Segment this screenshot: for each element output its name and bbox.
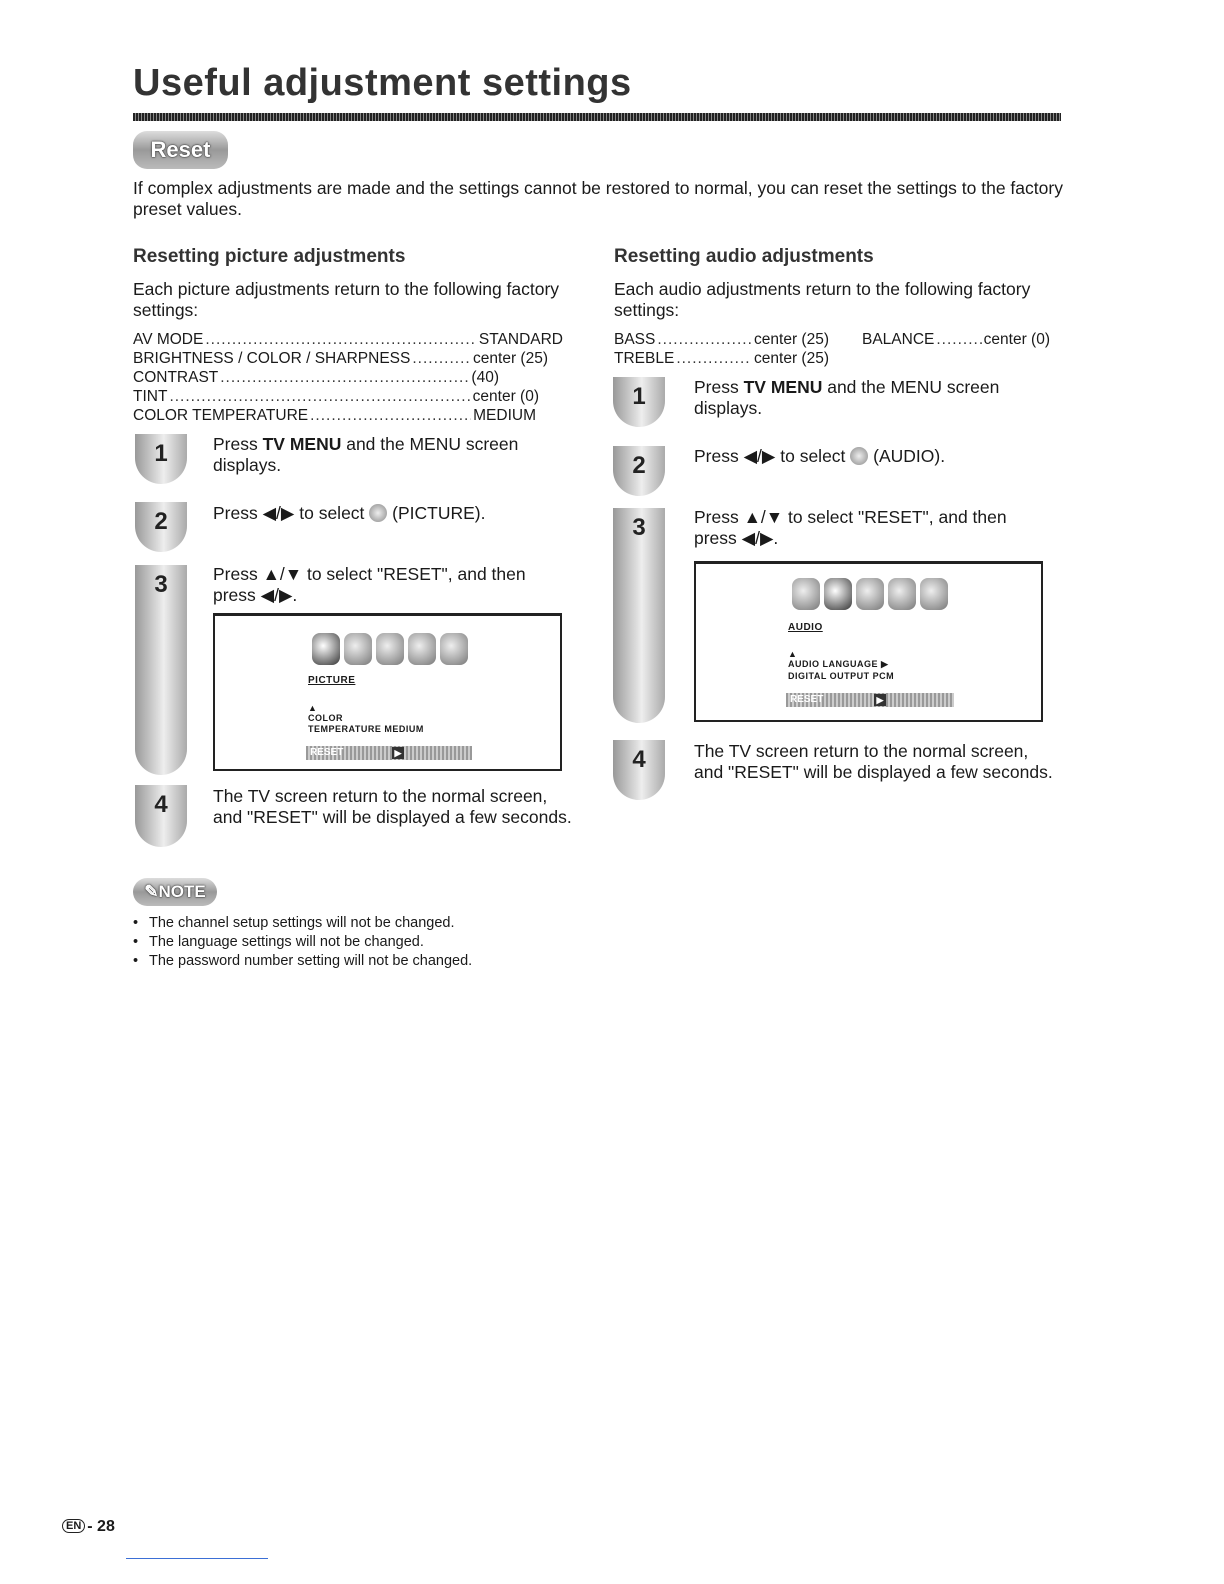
audio-menu-screen xyxy=(694,561,1043,722)
osd-up-arrow: ▲ xyxy=(788,649,798,659)
menu-icon-row xyxy=(312,633,468,665)
note-badge: ✎NOTE xyxy=(133,878,217,906)
setup-icon xyxy=(888,578,916,610)
audio-factory-settings-left xyxy=(614,330,829,368)
spec-key: TINT xyxy=(133,388,168,405)
step-2-badge: 2 xyxy=(135,502,187,552)
spec-value: MEDIUM xyxy=(473,407,536,424)
pencil-icon: ✎ xyxy=(144,882,159,901)
spec-row xyxy=(862,330,1050,349)
option-icon xyxy=(440,633,468,665)
spec-row xyxy=(614,330,829,349)
spec-row xyxy=(133,349,548,368)
spec-value: (40) xyxy=(471,369,499,386)
step-1-badge: 1 xyxy=(135,434,187,484)
spec-key: TREBLE xyxy=(614,350,675,367)
audio-step-2-text: Press ◀/▶ to select (AUDIO). xyxy=(694,446,946,466)
spec-key: COLOR TEMPERATURE xyxy=(133,407,309,424)
spec-value: center (25) xyxy=(754,331,829,348)
page-number: - 28 xyxy=(87,1518,115,1535)
audio-icon xyxy=(344,633,372,665)
spec-row xyxy=(133,387,539,406)
picture-icon xyxy=(312,633,340,665)
spec-row xyxy=(614,349,829,368)
menu-icon-row xyxy=(792,578,948,610)
title-rule xyxy=(133,113,1061,121)
spec-value: center (0) xyxy=(472,388,539,405)
picture-icon xyxy=(369,504,387,522)
list-item: • The language settings will not be changed. xyxy=(133,933,472,952)
power-icon xyxy=(376,633,404,665)
picture-menu-screen xyxy=(213,613,562,771)
picture-step-1-text: Press TV MENU and the MENU screen displays. xyxy=(213,434,519,475)
audio-icon xyxy=(850,447,868,465)
page-title: Useful adjustment settings xyxy=(133,62,632,104)
picture-step-4-text: The TV screen return to the normal screen, and "RESET" will be displayed a few seconds. xyxy=(213,786,572,827)
list-item: • The channel setup settings will not be changed. xyxy=(133,914,472,933)
audio-section-desc: Each audio adjustments return to the following factory settings: xyxy=(614,279,1031,320)
option-icon xyxy=(920,578,948,610)
step-1-badge: 1 xyxy=(613,377,665,427)
picture-section-heading: Resetting picture adjustments xyxy=(133,246,406,267)
spec-value: STANDARD xyxy=(478,331,563,348)
osd-item: COLOR xyxy=(308,713,343,723)
spec-value: center (25) xyxy=(754,350,829,367)
picture-icon xyxy=(792,578,820,610)
spec-row xyxy=(133,368,499,387)
audio-icon xyxy=(824,578,852,610)
spec-value: center (0) xyxy=(983,331,1050,348)
spec-key: BASS xyxy=(614,331,656,348)
enter-arrow-icon: ▶ xyxy=(392,747,404,759)
setup-icon xyxy=(408,633,436,665)
step-3-badge: 3 xyxy=(135,565,187,775)
picture-factory-settings xyxy=(133,330,563,425)
step-2-badge: 2 xyxy=(613,446,665,496)
spec-key: BALANCE xyxy=(862,331,935,348)
osd-menu-label: AUDIO xyxy=(788,622,823,633)
picture-step-2-text: Press ◀/▶ to select (PICTURE). xyxy=(213,503,486,523)
audio-factory-settings-right xyxy=(862,330,1050,349)
osd-item: DIGITAL OUTPUT PCM xyxy=(788,671,895,681)
step-4-badge: 4 xyxy=(135,785,187,847)
audio-section-heading: Resetting audio adjustments xyxy=(614,246,874,267)
osd-item: TEMPERATURE MEDIUM xyxy=(308,724,424,734)
osd-menu-label: PICTURE xyxy=(308,675,356,686)
note-list xyxy=(133,914,472,971)
osd-reset-bar: RESET ▶ xyxy=(306,746,472,760)
language-mark: EN xyxy=(62,1519,85,1533)
spec-key: AV MODE xyxy=(133,331,204,348)
osd-reset-bar: RESET ▶ xyxy=(786,693,954,707)
spec-key: CONTRAST xyxy=(133,369,219,386)
osd-up-arrow: ▲ xyxy=(308,703,318,713)
audio-step-4-text: The TV screen return to the normal screen, and "RESET" will be displayed a few seconds. xyxy=(694,741,1053,782)
page-footer xyxy=(62,1518,115,1536)
footer-rule xyxy=(126,1558,268,1559)
picture-section-desc: Each picture adjustments return to the following factory settings: xyxy=(133,279,560,320)
audio-step-3-text: Press ▲/▼ to select "RESET", and then press ◀/▶. xyxy=(694,507,1007,548)
enter-arrow-icon: ▶ xyxy=(874,694,886,706)
picture-step-3-text: Press ▲/▼ to select "RESET", and then press ◀/▶. xyxy=(213,564,526,605)
osd-item: AUDIO LANGUAGE ▶ xyxy=(788,659,889,669)
spec-row xyxy=(133,330,563,349)
spec-row xyxy=(133,406,536,425)
intro-paragraph: If complex adjustments are made and the settings cannot be restored to normal, you can reset the settings to the factory preset values. xyxy=(133,178,1063,219)
spec-value: center (25) xyxy=(473,350,548,367)
step-3-badge: 3 xyxy=(613,508,665,723)
reset-section-badge: Reset xyxy=(133,131,228,169)
audio-step-1-text: Press TV MENU and the MENU screen displays. xyxy=(694,377,1000,418)
spec-key: BRIGHTNESS / COLOR / SHARPNESS xyxy=(133,350,411,367)
power-icon xyxy=(856,578,884,610)
list-item: • The password number setting will not be changed. xyxy=(133,952,472,971)
step-4-badge: 4 xyxy=(613,740,665,800)
